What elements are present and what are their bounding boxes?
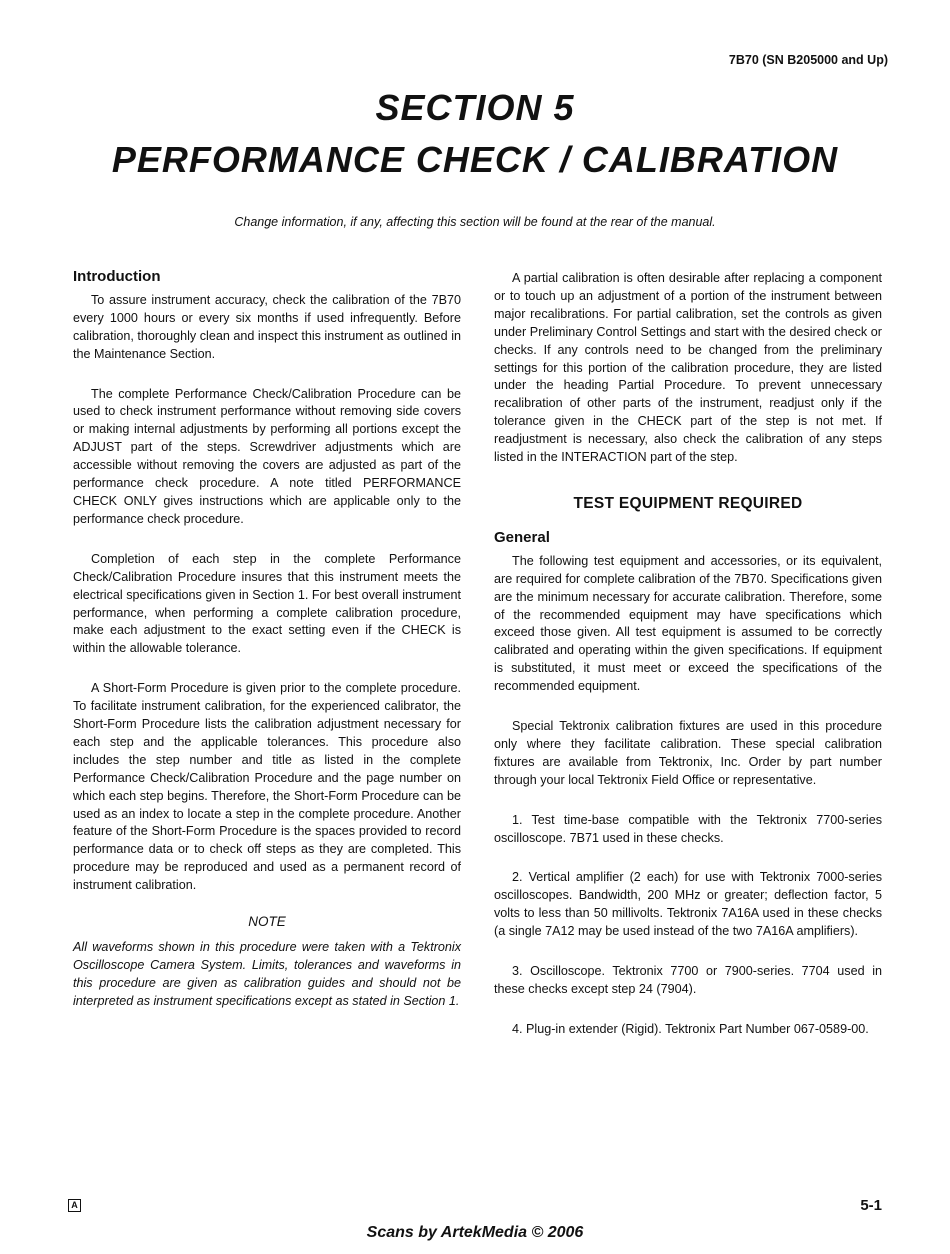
scans-credit: Scans by ArtekMedia © 2006 (366, 1224, 584, 1241)
change-info-note: Change information, if any, affecting this section will be found at the rear of the manual. (234, 215, 716, 229)
general-heading: General (494, 528, 550, 546)
general-paragraph-2: Special Tektronix calibration fixtures are used in this procedure only where they facilitate calibration. These special calibration fixtures are available from Tektronix, Inc. Order by part number through your local Tektronix Field Office or representative. (494, 719, 882, 787)
equipment-item-2: 2. Vertical amplifier (2 each) for use with Tektronix 7000-series oscilloscopes. Bandwidth, 200 MHz or greater; deflection factor, 5 volts to less than 50 millivolts. Tektronix 7A16A used in these checks (a single 7A12 may be used instead of the two 7A16A amplifiers). (494, 870, 882, 939)
general-paragraph-1: The following test equipment and accessories, or its equivalent, are required for complete calibration of the 7B70. Specifications given are the minimum necessary for accurate calibration. Therefore, some of the recommended equipment may have specifications which exceed those given. All test equipment is assumed to be correctly calibrated and operating within the given specifications. If equipment is substituted, it must meet or exceed the specifications of the recommended equipment. (494, 553, 882, 694)
left-column (73, 268, 461, 1011)
note-title: NOTE (248, 914, 286, 930)
intro-paragraph-4: A Short-Form Procedure is given prior to the complete procedure. To facilitate instrument calibration, for the experienced calibrator, the Short-Form Procedure lists the calibration adjustment necessary for each step and the applicable tolerances. This procedure also includes the step number and title as listed in the complete Performance Check/Calibration Procedure and the page number on which each step begins. Therefore, the Short-Form Procedure can be used as an index to locate a step in the complete procedure. Another feature of the Short-Form Procedure is the spaces provided to record performance data or to check off steps as they are completed. This procedure may be reproduced and used as a permanent record of instrument calibration. (73, 681, 461, 893)
right-column (494, 270, 882, 1039)
section-number-title: SECTION 5 (375, 87, 575, 128)
intro-paragraph-1: To assure instrument accuracy, check the calibration of the 7B70 every 1000 hours or every six months if used infrequently. Before calibration, thoroughly clean and inspect this instrument as outlined in the Maintenance Section. (73, 292, 461, 361)
page-title: PERFORMANCE CHECK / CALIBRATION (111, 139, 839, 180)
page-number: 5-1 (860, 1197, 882, 1214)
equipment-item-4: 4. Plug-in extender (Rigid). Tektronix Part Number 067-0589-00. (512, 1021, 869, 1036)
equipment-item-1: 1. Test time-base compatible with the Tektronix 7700-series oscilloscope. 7B71 used in these checks. (494, 812, 882, 845)
model-header: 7B70 (SN B205000 and Up) (728, 53, 888, 67)
revision-logo-icon: A (68, 1199, 81, 1212)
intro-paragraph-3: Completion of each step in the complete Performance Check/Calibration Procedure insures that this instrument meets the electrical specifications given in Section 1. For best overall instrument performance, when performing a complete calibration procedure, make each adjustment to the exact setting even if the CHECK is within the allowable tolerance. (73, 551, 461, 656)
note-body: All waveforms shown in this procedure were taken with a Tektronix Oscilloscope Camera System. Limits, tolerances and waveforms in this procedure are given as calibration guides and should not be interpreted as instrument specifications except as stated in Section 1. (73, 940, 461, 1008)
test-equipment-heading: TEST EQUIPMENT REQUIRED (573, 494, 803, 512)
partial-calibration-paragraph: A partial calibration is often desirable after replacing a component or to touch up an adjustment of a portion of the instrument between major recalibrations. For partial calibration, set the controls as given under Preliminary Control Settings and start with the desired check or checks. If any controls need to be changed from the preliminary settings for this portion of the calibration procedure, they are listed under the heading Partial Procedure. To prevent unnecessary recalibration of other parts of the instrument, readjust only if the tolerance given in the CHECK part of the step is not met. If readjustment is necessary, also check the calibration of any steps listed in the INTERACTION part of the step. (494, 271, 882, 465)
intro-paragraph-2: The complete Performance Check/Calibration Procedure can be used to check instrument performance without removing side covers or making internal adjustments by performing all portions except the ADJUST part of the steps. Screwdriver adjustments which are accessible without removing the covers are adjusted as part of the performance check procedure. A note titled PERFORMANCE CHECK ONLY gives instructions which are applicable only to the performance check procedure. (73, 386, 461, 526)
introduction-heading: Introduction (73, 268, 161, 285)
equipment-item-3: 3. Oscilloscope. Tektronix 7700 or 7900-series. 7704 used in these checks except step 24 (7904). (494, 964, 882, 996)
